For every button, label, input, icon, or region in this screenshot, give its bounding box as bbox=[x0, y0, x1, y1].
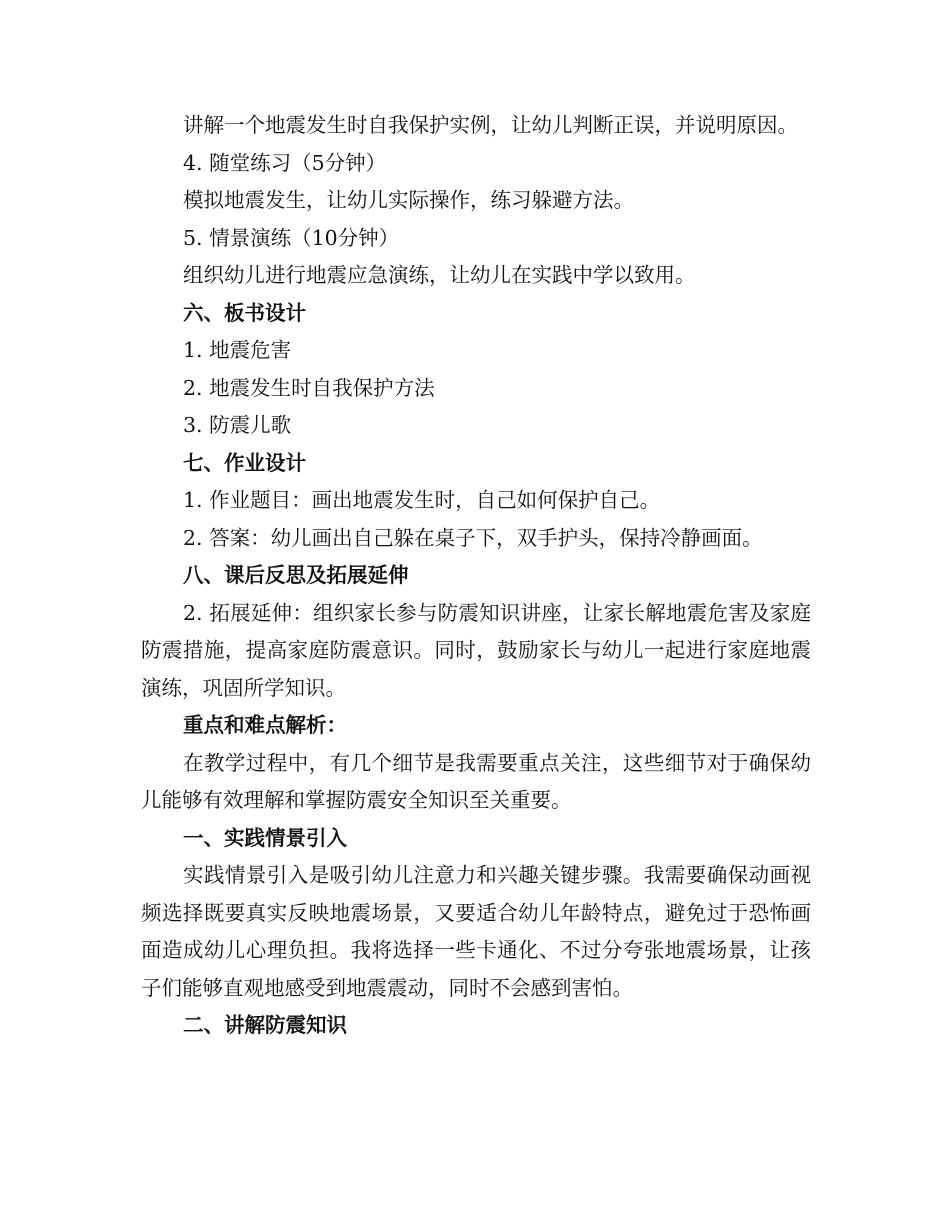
section-heading-blackboard: 六、板书设计 bbox=[183, 300, 306, 325]
document-body bbox=[141, 107, 811, 1045]
section-heading-key-points: 重点和难点解析： bbox=[183, 713, 347, 737]
section-heading-scenario: 一、实践情景引入 bbox=[183, 825, 347, 850]
section-heading-homework: 七、作业设计 bbox=[183, 450, 306, 475]
paragraph-intro-example: 讲解一个地震发生时自我保护实例，让幼儿判断正误，并说明原因。 bbox=[183, 113, 798, 137]
list-item-homework-answer: 2. 答案：幼儿画出自己躲在桌子下，双手护头，保持冷静画面。 bbox=[183, 525, 763, 550]
list-item-homework-task: 1. 作业题目：画出地震发生时，自己如何保护自己。 bbox=[183, 488, 661, 512]
paragraph-extension: 2. 拓展延伸：组织家长参与防震知识讲座，让家长解地震危害及家庭防震措施，提高家庭防震意识。同时，鼓励家长与幼儿一起进行家庭地震演练，巩固所学知识。 bbox=[141, 600, 811, 700]
list-item-self-protection: 2. 地震发生时自我保护方法 bbox=[183, 375, 435, 400]
section-heading-reflection: 八、课后反思及拓展延伸 bbox=[183, 563, 409, 587]
list-item-practice: 4. 随堂练习（5分钟） bbox=[183, 150, 387, 175]
section-heading-knowledge: 二、讲解防震知识 bbox=[183, 1013, 347, 1037]
paragraph-key-points: 在教学过程中，有几个细节是我需要重点关注，这些细节对于确保幼儿能够有效理解和掌握防震安全知识至关重要。 bbox=[141, 750, 811, 812]
list-item-hazard: 1. 地震危害 bbox=[183, 338, 292, 362]
list-item-song: 3. 防震儿歌 bbox=[183, 413, 292, 437]
paragraph-drill: 组织幼儿进行地震应急演练，让幼儿在实践中学以致用。 bbox=[183, 263, 696, 287]
paragraph-practice: 模拟地震发生，让幼儿实际操作，练习躲避方法。 bbox=[183, 188, 634, 212]
paragraph-scenario: 实践情景引入是吸引幼儿注意力和兴趣关键步骤。我需要确保动画视频选择既要真实反映地震场景，又要适合幼儿年龄特点，避免过于恐怖画面造成幼儿心理负担。我将选择一些卡通化、不过分夸张地震场景，让孩子们能够直观地感受到地震震动，同时不会感到害怕。 bbox=[141, 863, 811, 1000]
list-item-drill: 5. 情景演练（10分钟） bbox=[183, 225, 400, 250]
